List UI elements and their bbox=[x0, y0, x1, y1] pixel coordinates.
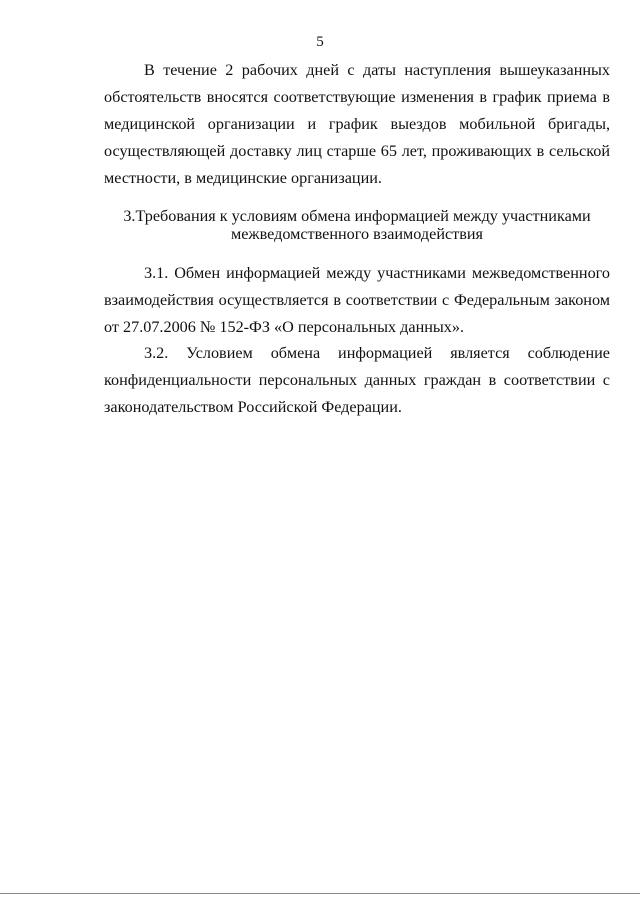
paragraph-3-1: 3.1. Обмен информацией между участниками межведомственного взаимодействия осуществляется в соответствии с Федеральным законом от 27.07.2006 № 152-ФЗ «О персональных данных». bbox=[104, 264, 610, 336]
section-heading-line-2: межведомственного взаимодействия bbox=[230, 225, 484, 243]
bottom-scan-edge bbox=[0, 893, 640, 894]
section-heading-line-1: 3.Требования к условиям обмена информацией между участниками bbox=[123, 207, 591, 225]
section-heading bbox=[104, 207, 610, 243]
paragraph-3-2: 3.2. Условием обмена информацией является соблюдение конфиденциальности персональных данных граждан в соответствии с законодательством Российской Федерации. bbox=[104, 344, 610, 416]
page-number: 5 bbox=[316, 34, 324, 50]
paragraph-schedule-changes: В течение 2 рабочих дней с даты наступления вышеуказанных обстоятельств вносятся соответствующие изменения в график приема в медицинской организации и график выездов мобильной бригады, осуществляющей доставку лиц старше 65 лет, проживающих в сельской местности, в медицинские организации. bbox=[104, 61, 610, 187]
